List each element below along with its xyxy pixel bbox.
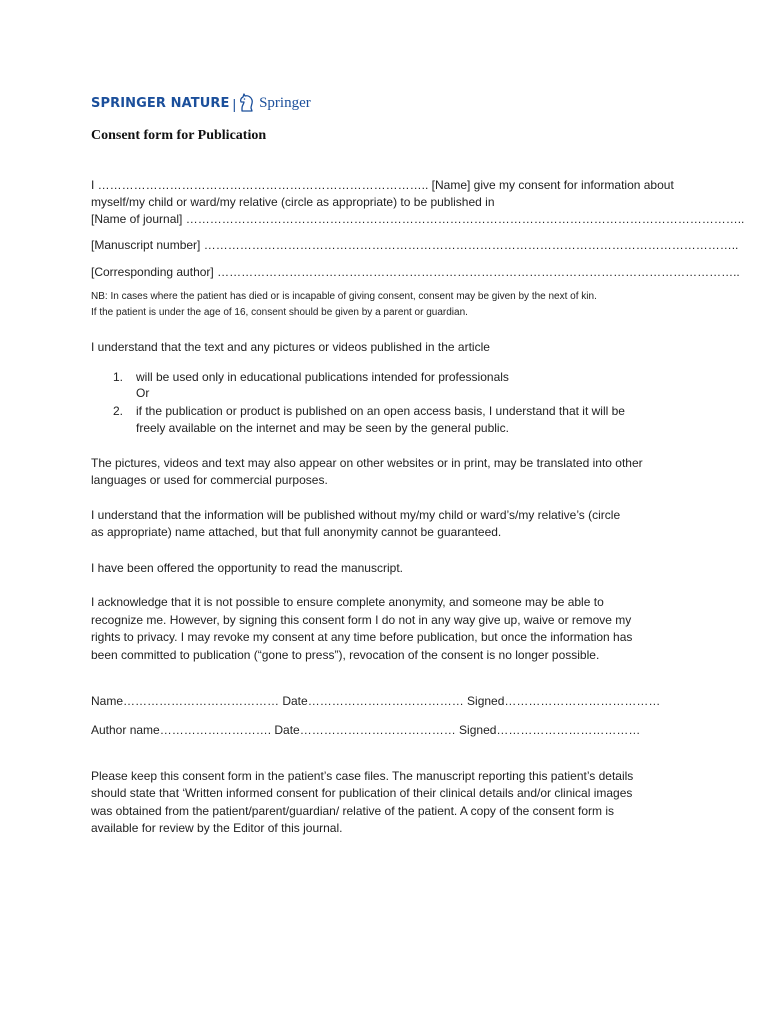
paragraph-line: I acknowledge that it is not possible to ensure complete anonymity, and someone may be able to xyxy=(91,595,604,609)
paragraph-line: I have been offered the opportunity to read the manuscript. xyxy=(91,561,403,575)
paragraph-line: been committed to publication (“gone to press”), revocation of the consent is no longer possible. xyxy=(91,648,600,662)
page-title: Consent form for Publication xyxy=(91,128,267,143)
list-item-number: 2. xyxy=(113,404,124,418)
list-item-text: if the publication or product is published on an open access basis, I understand that it will be xyxy=(136,404,625,418)
paragraph-line: languages or used for commercial purposes. xyxy=(91,473,328,487)
springer-nature-logo xyxy=(91,92,311,114)
closing-line: was obtained from the patient/parent/guardian/ relative of the patient. A copy of the consent form is xyxy=(91,804,614,818)
intro-line-2: myself/my child or ward/my relative (circle as appropriate) to be published in xyxy=(91,195,495,209)
closing-line: available for review by the Editor of this journal. xyxy=(91,821,343,835)
paragraph-line: as appropriate) name attached, but that full anonymity cannot be guaranteed. xyxy=(91,525,502,539)
logo-separator: | xyxy=(232,96,237,112)
paragraph-line: rights to privacy. I may revoke my consent at any time before publication, but once the information has xyxy=(91,630,633,644)
signature-line-author: Author name………………………. Date………………………………… Signed……………………………… xyxy=(91,723,641,737)
journal-name-field: [Name of journal] ………………………………………………………………………………………………………………………….. xyxy=(91,212,745,226)
nb-note-line-2: If the patient is under the age of 16, consent should be given by a parent or guardian. xyxy=(91,307,468,318)
signature-line-patient: Name………………………………… Date………………………………… Signed………………………………… xyxy=(91,694,661,708)
paragraph-line: I understand that the information will be published without my/my child or ward’s/my relative’s (circle xyxy=(91,508,621,522)
closing-line: Please keep this consent form in the patient’s case files. The manuscript reporting this patient’s details xyxy=(91,769,634,783)
paragraph-line: recognize me. However, by signing this consent form I do not in any way give up, waive or remove my xyxy=(91,613,632,627)
nb-note-line-1: NB: In cases where the patient has died or is incapable of giving consent, consent may be given by the next of kin. xyxy=(91,291,597,302)
understand-intro: I understand that the text and any pictures or videos published in the article xyxy=(91,340,490,354)
list-item-text: will be used only in educational publications intended for professionals xyxy=(136,370,509,384)
logo-brand-text: SPRINGER NATURE xyxy=(91,95,230,111)
springer-chess-knight-icon xyxy=(238,93,256,113)
list-item-text: freely available on the internet and may be seen by the general public. xyxy=(136,421,509,435)
list-item-or: Or xyxy=(136,386,150,400)
closing-line: should state that ‘Written informed consent for publication of their clinical details and/or clinical images xyxy=(91,786,633,800)
logo-imprint-text: Springer xyxy=(259,94,311,111)
paragraph-line: The pictures, videos and text may also appear on other websites or in print, may be translated into other xyxy=(91,456,643,470)
list-item-number: 1. xyxy=(113,370,124,384)
manuscript-number-field: [Manuscript number] …………………………………………………………………………………………………………………….. xyxy=(91,238,739,252)
intro-line-1: I ……………………………………………………………………….. [Name] give my consent for information about xyxy=(91,178,674,192)
corresponding-author-field: [Corresponding author] ………………………………………………………………………………………………………………….. xyxy=(91,265,740,279)
